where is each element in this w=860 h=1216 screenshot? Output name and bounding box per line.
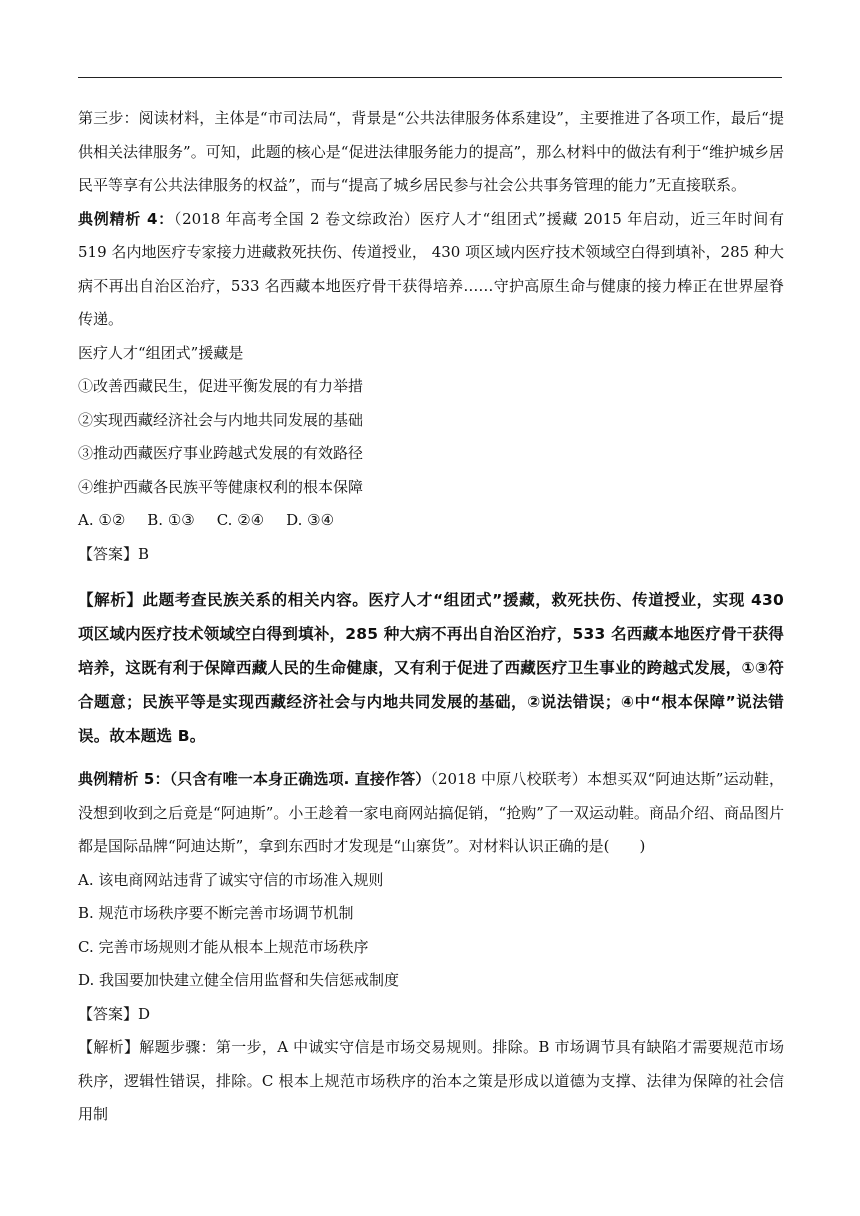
example5-option-a: A. 该电商网站违背了诚实守信的市场准入规则	[78, 870, 384, 889]
example5-stem	[78, 763, 784, 864]
example5-option-d: D. 我国要加快建立健全信用监督和失信惩戒制度	[78, 971, 400, 989]
example5-option-c: C. 完善市场规则才能从根本上规范市场秩序	[78, 937, 369, 956]
example4-question: 医疗人才“组团式”援藏是	[78, 343, 244, 362]
example4-item-1: ①改善西藏民生，促进平衡发展的有力举措	[78, 377, 364, 395]
option-b: B. ①③	[147, 511, 195, 529]
analysis-label: 【解析】	[78, 591, 143, 609]
example5-stem-text: （2018 中原八校联考）本想买双“阿迪达斯”运动鞋，没想到收到之后竟是“阿迪斯”。小王趁着一家电商网站搞促销，“抢购”了一双运动鞋。商品介绍、商品图片都是国际品牌“阿迪达斯”，拿到东西时才发现是“山寨货”。对材料认识正确的是( )	[78, 770, 784, 855]
analysis-text: 此题考查民族关系的相关内容。医疗人才“组团式”援藏，救死扶伤、传道授业，实现 430 项区域内医疗技术领域空白得到填补，285 种大病不再出自治区治疗，533 名西藏本地医疗骨干获得培养，这既有利于保障西藏人民的生命健康，又有利于促进了西藏医疗卫生事业的跨越式发展，①③符合题意；民族平等是实现西藏经济社会与内地共同发展的基础，②说法错误；④中“根本保障”说法错误。故本题选 B。	[78, 591, 784, 745]
example4-item-4: ④维护西藏各民族平等健康权利的根本保障	[78, 477, 364, 496]
header-rule	[78, 77, 782, 78]
option-c: C. ②④	[216, 511, 265, 529]
example5-option-b: B. 规范市场秩序要不断完善市场调节机制	[78, 904, 354, 922]
example5-label: 典例精析 5：（只含有唯一本身正确选项. 直接作答）	[78, 770, 431, 788]
example4-item-3: ③推动西藏医疗事业跨越式发展的有效路径	[78, 444, 364, 462]
example5-answer: 【答案】D	[78, 1004, 151, 1023]
example4-stem	[78, 203, 784, 337]
example4-label: 典例精析 4：	[78, 209, 174, 228]
option-a: A. ①②	[78, 511, 126, 529]
example4-answer: 【答案】B	[78, 544, 150, 563]
example4-stem-text: （2018 年高考全国 2 卷文综政治）医疗人才“组团式”援藏 2015 年启动，近三年时间有 519 名内地医疗专家接力进藏救死扶伤、传道授业， 430 项区域内医疗技术领域空白得到填补，285 种大病不再出自治区治疗，533 名西藏本地医疗骨干获得培养……守护高原生命与健康的接力棒正在世界屋脊传递。	[78, 209, 784, 328]
example5-analysis: 【解析】解题步骤：第一步，A 中诚实守信是市场交易规则。排除。B 市场调节具有缺陷才需要规范市场秩序，逻辑性错误，排除。C 根本上规范市场秩序的治本之策是形成以道德为支撑、法律为保障的社会信用制	[78, 1038, 784, 1123]
page-content	[78, 102, 784, 1132]
example4-analysis	[78, 583, 784, 753]
step3-paragraph: 第三步：阅读材料，主体是“市司法局“，背景是“公共法律服务体系建设”，主要推进了各项工作，最后“提供相关法律服务”。可知，此题的核心是“促进法律服务能力的提高”，那么材料中的做法有利于“维护城乡居民平等享有公共法律服务的权益”，而与“提高了城乡居民参与社会公共事务管理的能力”无直接联系。	[78, 109, 784, 194]
option-d: D. ③④	[286, 511, 335, 529]
example4-options	[78, 504, 784, 538]
example4-item-2: ②实现西藏经济社会与内地共同发展的基础	[78, 410, 364, 429]
